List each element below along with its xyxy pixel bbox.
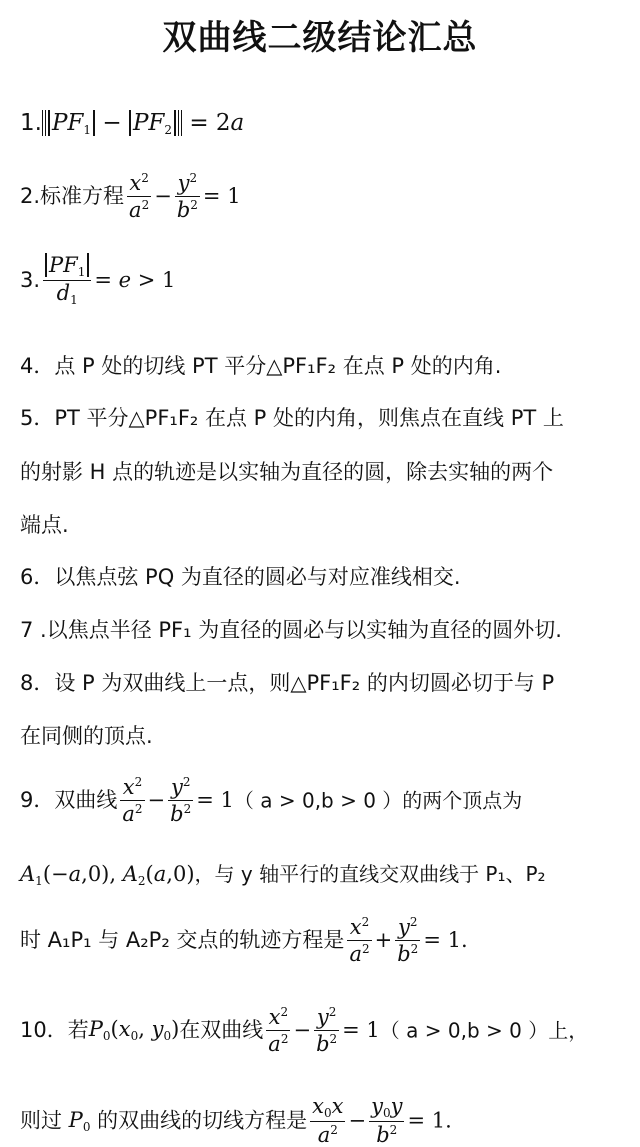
item-10-frac-x: $\frac{x^2}{a^2}$ bbox=[268, 1005, 289, 1056]
item-1-formula: $PF_1 - PF_2 = 2a$ bbox=[42, 110, 244, 136]
item-9-line-2 bbox=[20, 864, 632, 887]
item-9-frac-y: $\frac{y^2}{b^2}$ bbox=[170, 775, 192, 826]
item-1 bbox=[20, 112, 632, 136]
item-10-tangent-frac-y: $\frac{y_0y}{b^2}$ bbox=[371, 1094, 403, 1147]
item-9-locus-frac-y: $\frac{y^2}{b^2}$ bbox=[397, 915, 419, 966]
item-2: 2.标准方程 $\frac{x^2}{a^2}$ − $\frac{y^2}{b^2}$ = 1 bbox=[20, 171, 241, 222]
item-10-point: $P_0(x_0$, $y_0$) bbox=[88, 1017, 180, 1043]
item-8-line-2: 在同侧的顶点. bbox=[20, 724, 153, 748]
item-9-vertices: $A_1(-a,0)$, $A_2(a,0)$ bbox=[20, 862, 195, 888]
item-9-locus-frac-x: $\frac{x^2}{a^2}$ bbox=[349, 915, 370, 966]
item-4: 4．点 P 处的切线 PT 平分△PF₁F₂ 在点 P 处的内角. bbox=[20, 354, 502, 378]
item-2-frac-y: $\frac{y^2}{b^2}$ bbox=[176, 171, 198, 222]
item-2-frac-x: $\frac{x^2}{a^2}$ bbox=[129, 171, 150, 222]
item-2-prefix: 2.标准方程 bbox=[20, 184, 125, 208]
item-1-number: 1. bbox=[20, 110, 42, 136]
item-9-prefix: 9．双曲线 bbox=[20, 788, 118, 812]
item-10-condition: （ a > 0,b > 0 ）上， bbox=[379, 1018, 589, 1043]
item-9-line-1: 9．双曲线 $\frac{x^2}{a^2}$ − $\frac{y^2}{b^2}$ = 1（ a > 0,b > 0 ）的两个顶点为 bbox=[20, 775, 523, 826]
item-3-number: 3. bbox=[20, 268, 41, 292]
item-5-line-2: 的射影 H 点的轨迹是以实轴为直径的圆，除去实轴的两个 bbox=[20, 460, 554, 484]
item-9-line-2-text: ，与 y 轴平行的直线交双曲线于 P₁、P₂ bbox=[194, 862, 546, 886]
item-10-frac-y: $\frac{y^2}{b^2}$ bbox=[316, 1005, 338, 1056]
item-10-line-1: 10．若$P_0(x_0$, $y_0$)在双曲线 $\frac{x^2}{a^2}$ − $\frac{y^2}{b^2}$ = 1（ a > 0,b > 0 ）上， bbox=[20, 1005, 589, 1056]
item-9-condition: （ a > 0,b > 0 ）的两个顶点为 bbox=[233, 788, 523, 813]
page-title: 双曲线二级结论汇总 bbox=[162, 18, 478, 58]
item-10-line-2-prefix: 则过 bbox=[20, 1108, 62, 1133]
item-5-line-1: 5．PT 平分△PF₁F₂ 在点 P 处的内角，则焦点在直线 PT 上 bbox=[20, 406, 564, 430]
item-10-line-2: 则过 $P_0$ 的双曲线的切线方程是 $\frac{x_0x}{a^2}$ − $\frac{y_0y}{b^2}$ = 1. bbox=[20, 1094, 452, 1147]
item-5-line-3: 端点. bbox=[20, 513, 69, 537]
item-7: 7 .以焦点半径 PF₁ 为直径的圆必与以实轴为直径的圆外切. bbox=[20, 618, 562, 642]
item-3: 3. $\frac{PF_1}{d_1}$ = e > 1 bbox=[20, 253, 176, 307]
item-8-line-1: 8．设 P 为双曲线上一点，则△PF₁F₂ 的内切圆必切于与 P bbox=[20, 671, 555, 695]
item-10-tangent-frac-x: $\frac{x_0x}{a^2}$ bbox=[312, 1094, 344, 1147]
item-10-mid: 在双曲线 bbox=[179, 1018, 264, 1042]
item-9-frac-x: $\frac{x^2}{a^2}$ bbox=[122, 775, 143, 826]
item-9-line-3-prefix: 时 A₁P₁ 与 A₂P₂ 交点的轨迹方程是 bbox=[20, 928, 345, 952]
item-10-prefix: 10．若 bbox=[20, 1018, 89, 1042]
item-10-line-2-mid: 的双曲线的切线方程是 bbox=[97, 1108, 308, 1133]
item-3-frac: $\frac{PF_1}{d_1}$ bbox=[43, 255, 91, 306]
item-6: 6．以焦点弦 PQ 为直径的圆必与对应准线相交. bbox=[20, 565, 461, 589]
item-9-line-3: 时 A₁P₁ 与 A₂P₂ 交点的轨迹方程是 $\frac{x^2}{a^2}$ + $\frac{y^2}{b^2}$ = 1. bbox=[20, 915, 468, 966]
